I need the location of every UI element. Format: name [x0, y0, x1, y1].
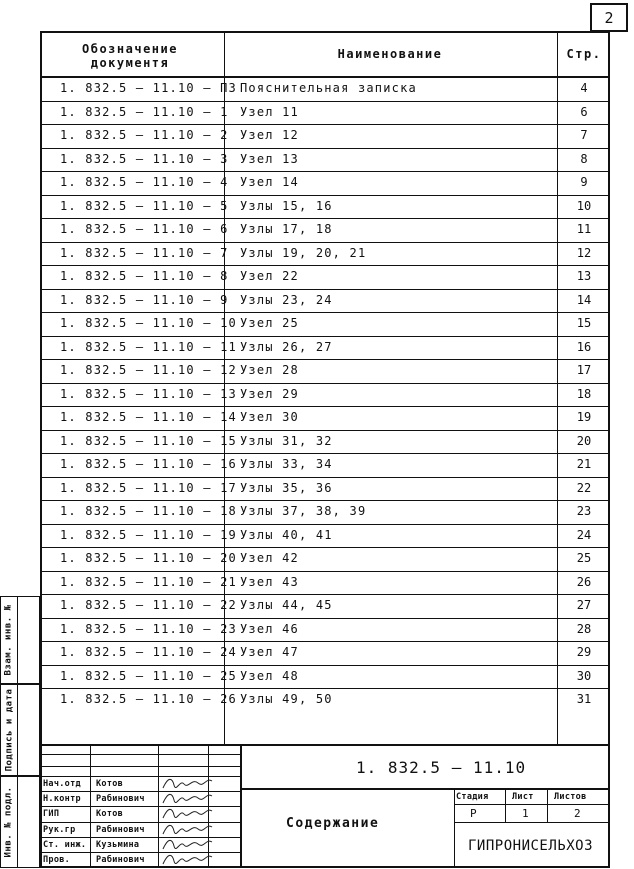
signature-mark — [160, 805, 214, 821]
row-page: 14 — [576, 292, 592, 307]
row-doc: 1. 832.5 – 11.10 – 15 — [60, 433, 237, 448]
signer-role: Н.контр — [43, 794, 81, 805]
row-name: Узлы 15, 16 — [240, 198, 333, 213]
row-doc: 1. 832.5 – 11.10 – 7 — [60, 245, 229, 260]
row-name: Узлы 23, 24 — [240, 292, 333, 307]
row-page: 21 — [576, 457, 592, 471]
row-name: Узел 30 — [240, 410, 299, 424]
row-doc: 1. 832.5 – 11.10 – 11 — [60, 339, 237, 354]
row-doc: 1. 832.5 – 11.10 – 24 — [60, 645, 237, 659]
row-name: Узел 12 — [240, 128, 299, 142]
signature-mark — [160, 851, 214, 867]
row-page: 23 — [576, 504, 592, 518]
row-doc: 1. 832.5 – 11.10 – 2 — [60, 128, 229, 142]
row-page: 9 — [580, 175, 588, 189]
signer-name: Рабинович — [96, 824, 145, 835]
row-page: 17 — [576, 363, 592, 377]
row-name: Узел 29 — [240, 386, 299, 401]
row-name: Узел 14 — [240, 175, 299, 189]
signer-role: Рук.гр — [43, 824, 76, 835]
row-page: 13 — [576, 269, 592, 283]
row-doc: 1. 832.5 – 11.10 – 25 — [60, 668, 237, 683]
row-name: Узлы 19, 20, 21 — [240, 245, 367, 260]
title-block — [40, 744, 610, 868]
signer-name: Рабинович — [96, 794, 145, 805]
sheet-label: Лист — [512, 792, 534, 802]
signer-name: Котов — [96, 779, 124, 789]
row-name: Узел 47 — [240, 645, 299, 659]
signer-role: Ст. инж. — [43, 839, 87, 850]
stage-label: Стадия — [456, 792, 489, 802]
row-page: 28 — [576, 621, 592, 636]
row-doc: 1. 832.5 – 11.10 – 19 — [60, 527, 237, 542]
stamp-designation: 1. 832.5 – 11.10 — [356, 758, 527, 777]
row-doc: 1. 832.5 – 11.10 – ПЗ — [60, 81, 237, 95]
row-page: 25 — [576, 551, 592, 565]
stamp-title: Содержание — [286, 816, 380, 831]
row-doc: 1. 832.5 – 11.10 – 18 — [60, 504, 237, 518]
row-page: 8 — [580, 151, 588, 166]
row-doc: 1. 832.5 – 11.10 – 8 — [60, 269, 229, 283]
row-name: Пояснительная записка — [240, 81, 417, 95]
row-name: Узлы 17, 18 — [240, 222, 333, 236]
row-page: 12 — [576, 245, 592, 260]
row-doc: 1. 832.5 – 11.10 – 10 — [60, 316, 237, 330]
row-name: Узел 46 — [240, 621, 299, 636]
sheets-value: 2 — [574, 807, 582, 820]
row-doc: 1. 832.5 – 11.10 – 26 — [60, 692, 237, 706]
signer-role: Нач.отд — [43, 779, 81, 789]
row-page: 24 — [576, 527, 592, 542]
row-name: Узлы 44, 45 — [240, 598, 333, 612]
signature-mark — [160, 775, 214, 791]
row-page: 26 — [576, 574, 592, 589]
row-page: 16 — [576, 339, 592, 354]
row-name: Узлы 33, 34 — [240, 457, 333, 471]
signer-name: Кузьмина — [96, 839, 140, 850]
row-page: 6 — [580, 104, 588, 119]
row-page: 7 — [580, 128, 588, 142]
row-page: 27 — [576, 598, 592, 612]
side-strip — [0, 596, 40, 868]
row-name: Узлы 49, 50 — [240, 692, 333, 706]
row-doc: 1. 832.5 – 11.10 – 6 — [60, 222, 229, 236]
signer-role: Пров. — [43, 855, 71, 865]
row-name: Узел 13 — [240, 151, 299, 166]
row-doc: 1. 832.5 – 11.10 – 21 — [60, 574, 237, 589]
row-page: 4 — [580, 81, 588, 95]
row-name: Узел 25 — [240, 316, 299, 330]
row-name: Узел 42 — [240, 551, 299, 565]
row-page: 31 — [576, 692, 592, 706]
row-doc: 1. 832.5 – 11.10 – 16 — [60, 457, 237, 471]
row-name: Узлы 35, 36 — [240, 480, 333, 495]
row-doc: 1. 832.5 – 11.10 – 22 — [60, 598, 237, 612]
row-doc: 1. 832.5 – 11.10 – 12 — [60, 363, 237, 377]
signer-name: Котов — [96, 809, 124, 820]
row-doc: 1. 832.5 – 11.10 – 4 — [60, 175, 229, 189]
row-page: 22 — [576, 480, 592, 495]
row-name: Узел 48 — [240, 668, 299, 683]
row-name: Узел 43 — [240, 574, 299, 589]
signature-mark — [160, 821, 214, 837]
signature-mark — [160, 790, 214, 806]
row-page: 19 — [576, 410, 592, 424]
row-doc: 1. 832.5 – 11.10 – 20 — [60, 551, 237, 565]
inv-replace-label: Взам. инв. № — [4, 604, 14, 676]
sheet-value: 1 — [522, 807, 530, 820]
row-name: Узлы 31, 32 — [240, 433, 333, 448]
row-doc: 1. 832.5 – 11.10 – 3 — [60, 151, 229, 166]
sign-date-label: Подпись и дата — [4, 688, 15, 772]
signer-name: Рабинович — [96, 855, 145, 865]
page-number: 2 — [590, 3, 628, 32]
stage-value: Р — [470, 807, 478, 820]
header-name: Наименование — [337, 47, 443, 61]
row-name: Узлы 40, 41 — [240, 527, 333, 542]
row-name: Узлы 26, 27 — [240, 339, 333, 354]
row-page: 20 — [576, 433, 592, 448]
row-page: 29 — [576, 645, 592, 659]
header-doc: Обозначение документя — [82, 42, 178, 70]
row-doc: 1. 832.5 – 11.10 – 17 — [60, 480, 237, 495]
row-page: 11 — [576, 222, 592, 236]
row-page: 30 — [576, 668, 592, 683]
row-name: Узел 22 — [240, 269, 299, 283]
contents-table — [40, 31, 610, 744]
row-doc: 1. 832.5 – 11.10 – 5 — [60, 198, 229, 213]
row-doc: 1. 832.5 – 11.10 – 1 — [60, 104, 229, 119]
row-name: Узел 28 — [240, 363, 299, 377]
row-page: 15 — [576, 316, 592, 330]
sheets-label: Листов — [554, 792, 587, 802]
row-doc: 1. 832.5 – 11.10 – 14 — [60, 410, 237, 424]
signer-role: ГИП — [43, 809, 60, 820]
header-page: Стр. — [566, 47, 602, 61]
row-name: Узлы 37, 38, 39 — [240, 504, 367, 518]
row-page: 10 — [576, 198, 592, 213]
inv-orig-label: Инв. № подл. — [4, 786, 14, 858]
row-page: 18 — [576, 386, 592, 401]
signature-mark — [160, 836, 214, 852]
row-doc: 1. 832.5 – 11.10 – 9 — [60, 292, 229, 307]
organization: ГИПРОНИСЕЛЬХОЗ — [468, 838, 594, 854]
row-doc: 1. 832.5 – 11.10 – 13 — [60, 386, 237, 401]
row-doc: 1. 832.5 – 11.10 – 23 — [60, 621, 237, 636]
row-name: Узел 11 — [240, 104, 299, 119]
